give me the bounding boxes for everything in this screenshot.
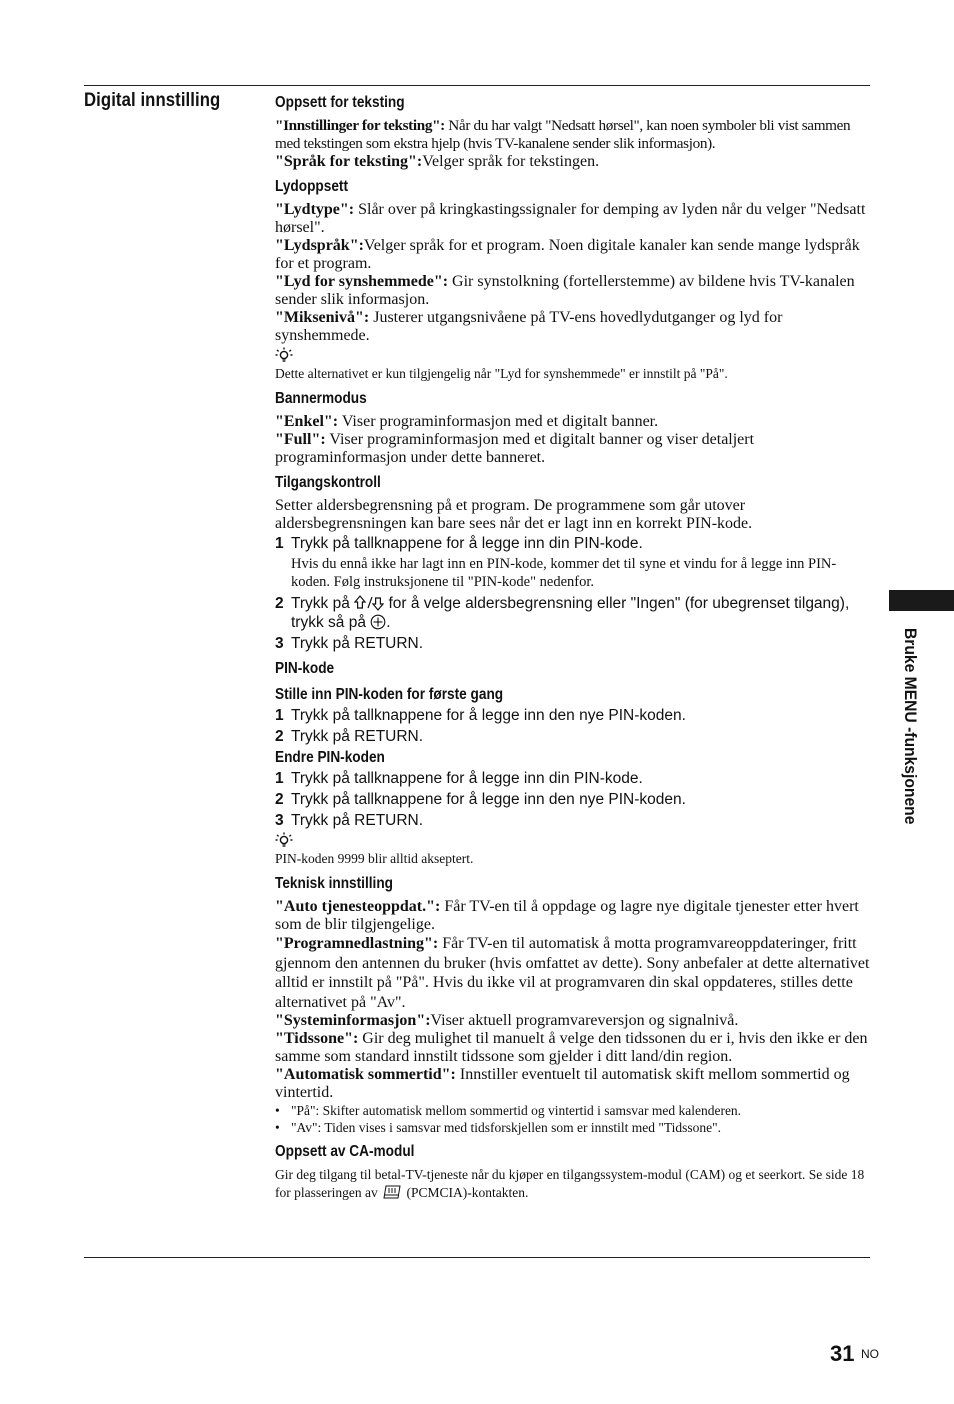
access-intro: Setter aldersbegrensning på et program. De programmene som går utover aldersbegrensningen kan bare sees når det er lagt inn en korrekt PIN-kode.	[275, 497, 753, 532]
heading-audio: Lydoppsett	[275, 178, 348, 195]
heading-banner: Bannermodus	[275, 390, 367, 407]
text: Når du har valgt "Nedsatt hørsel", kan noen symboler bli vist sammen med tekstingen som ekstra hjelp (hvis TV-kanalene sender slik informasjon).	[275, 117, 851, 152]
text: Innstiller eventuelt til automatisk skift mellom sommertid og vintertid.	[275, 1066, 850, 1101]
step-number: 1	[275, 770, 284, 787]
text: Får TV-en til automatisk å motta programvareoppdateringer, fritt gjennom den antennen du bruker (hvis omfattet av dette). Sony anbefaler at dette alternativet alltid er innstilt på "På". Hvis du ikke vil at programvaren din skal oppdateres, stilles dette alternativet på "Av".	[275, 935, 870, 1011]
access-step	[275, 634, 870, 653]
audio-items	[275, 201, 870, 345]
pin-change-step	[275, 790, 870, 809]
bullet-item	[275, 1102, 870, 1119]
step-text-part: for å velge aldersbegrensning eller "Ingen" (for ubegrenset tilgang), trykk så på	[291, 595, 850, 631]
content-column	[275, 93, 870, 1202]
step-text: Trykk på tallknappene for å legge inn din PIN-kode.	[291, 770, 643, 787]
page-language-code: NO	[861, 1347, 879, 1361]
text: Viser aktuell programvareversjon og signalnivå.	[430, 1012, 739, 1029]
heading-ca-module: Oppsett av CA-modul	[275, 1143, 415, 1160]
access-step-note: Hvis du ennå ikke har lagt inn en PIN-kode, kommer det til syne et vindu for å legge inn PIN-koden. Følg instruksjonene til "PIN-kode" nedenfor.	[291, 556, 837, 590]
up-down-arrow-icon	[354, 595, 384, 611]
label: "Systeminformasjon":	[275, 1012, 431, 1029]
audio-item	[275, 273, 870, 309]
label: "Tidssone":	[275, 1030, 359, 1047]
label: "Enkel":	[275, 413, 339, 430]
text: Velger språk for tekstingen.	[422, 153, 600, 170]
label: "Lydspråk":	[275, 237, 364, 254]
pin-set-step	[275, 727, 870, 746]
technical-item	[275, 934, 870, 1012]
bullet-item	[275, 1119, 870, 1136]
step-number: 3	[275, 635, 284, 652]
access-step	[275, 594, 870, 632]
label: "Språk for teksting":	[275, 153, 423, 170]
step-number: 1	[275, 707, 284, 724]
audio-item	[275, 237, 870, 273]
step-text-part: .	[386, 614, 391, 631]
pcmcia-slot-icon	[381, 1184, 403, 1200]
access-step	[275, 534, 870, 553]
technical-item	[275, 1030, 870, 1066]
label: "Full":	[275, 431, 326, 448]
audio-item	[275, 309, 870, 345]
step-text: Trykk på RETURN.	[291, 812, 424, 829]
text: (PCMCIA)-kontakten.	[403, 1185, 529, 1200]
step-number: 1	[275, 535, 284, 552]
label: "Lyd for synshemmede":	[275, 273, 449, 290]
pin-set-step	[275, 706, 870, 725]
step-text: Trykk på tallknappene for å legge inn den nye PIN-koden.	[291, 791, 686, 808]
heading-technical: Teknisk innstilling	[275, 875, 393, 892]
heading-subtitling: Oppsett for teksting	[275, 94, 405, 111]
text: Gir deg mulighet til manuelt å velge den tidssonen du er i, hvis den ikke er den samme som standard innstilt tidssone som gjelder i ditt land/din region.	[275, 1030, 868, 1065]
para-subtitle-language	[275, 153, 870, 171]
label: "Programnedlastning":	[275, 935, 439, 952]
technical-item	[275, 1066, 870, 1102]
subheading-change-pin: Endre PIN-koden	[275, 749, 385, 766]
top-rule	[84, 85, 870, 86]
heading-access-control: Tilgangskontroll	[275, 474, 381, 491]
section-title: Digital innstilling	[84, 90, 221, 111]
label: "Lydtype":	[275, 201, 355, 218]
step-text: Trykk på RETURN.	[291, 635, 424, 652]
step-text: Trykk på tallknappene for å legge inn den nye PIN-koden.	[291, 707, 686, 724]
step-text	[291, 594, 870, 632]
label: "Innstillinger for teksting":	[275, 117, 445, 134]
text: Velger språk for et program. Noen digitale kanaler kan sende mange lydspråk for et program.	[275, 237, 860, 272]
technical-item	[275, 1012, 870, 1030]
bullet-dot: •	[275, 1103, 280, 1118]
lightbulb-tip-icon	[275, 347, 293, 365]
pin-change-step	[275, 769, 870, 788]
bullet-text: "På": Skifter automatisk mellom sommertid og vintertid i samsvar med kalenderen.	[291, 1103, 742, 1118]
step-number: 2	[275, 791, 284, 808]
para-subtitle-settings	[275, 117, 870, 153]
side-chapter-label: Bruke MENU -funksjonene	[901, 628, 920, 825]
select-button-icon	[370, 614, 386, 630]
audio-item	[275, 201, 870, 237]
subheading-set-pin: Stille inn PIN-koden for første gang	[275, 686, 504, 703]
step-text-part: Trykk på	[291, 595, 355, 612]
text: Gir synstolkning (fortellerstemme) av bildene hvis TV-kanalen sender slik informasjon.	[275, 273, 855, 308]
step-number: 2	[275, 595, 284, 612]
banner-item	[275, 431, 870, 467]
label: "Auto tjenesteoppdat.":	[275, 898, 441, 915]
technical-item	[275, 898, 870, 934]
ca-text	[275, 1166, 870, 1202]
label: "Miksenivå":	[275, 309, 370, 326]
banner-items	[275, 413, 870, 467]
heading-pin-code: PIN-kode	[275, 660, 335, 677]
technical-items	[275, 898, 870, 1102]
text: Gir deg tilgang til betal-TV-tjeneste når du kjøper en tilgangssystem-modul (CAM) og et seerkort. Se side 18 for plasseringen av	[275, 1167, 865, 1200]
lightbulb-tip-icon	[275, 832, 293, 850]
bullet-text: "Av": Tiden vises i samsvar med tidsforskjellen som er innstilt med "Tidssone".	[291, 1120, 722, 1135]
step-number: 3	[275, 812, 284, 829]
text: Justerer utgangsnivåene på TV-ens hovedlydutganger og lyd for synshemmede.	[275, 309, 783, 344]
text: Får TV-en til å oppdage og lagre nye digitale tjenester etter hvert som de blir tilgjengelige.	[275, 898, 859, 933]
audio-tip-text: Dette alternativet er kun tilgjengelig når "Lyd for synshemmede" er innstilt på "På".	[275, 366, 728, 381]
text: Viser programinformasjon med et digitalt banner.	[338, 413, 659, 430]
label: "Automatisk sommertid":	[275, 1066, 456, 1083]
page-number: 31	[830, 1341, 855, 1366]
step-text: Trykk på tallknappene for å legge inn din PIN-kode.	[291, 535, 643, 552]
step-text: Trykk på RETURN.	[291, 728, 424, 745]
bottom-rule	[84, 1257, 870, 1258]
side-tab-marker	[889, 590, 954, 611]
pin-change-step	[275, 811, 870, 830]
banner-item	[275, 413, 870, 431]
pin-tip-text: PIN-koden 9999 blir alltid akseptert.	[275, 851, 474, 866]
bullet-dot: •	[275, 1120, 280, 1135]
text: Slår over på kringkastingssignaler for demping av lyden når du velger "Nedsatt hørsel".	[275, 201, 866, 236]
step-number: 2	[275, 728, 284, 745]
text: Viser programinformasjon med et digitalt banner og viser detaljert programinformasjon under dette banneret.	[275, 431, 755, 466]
